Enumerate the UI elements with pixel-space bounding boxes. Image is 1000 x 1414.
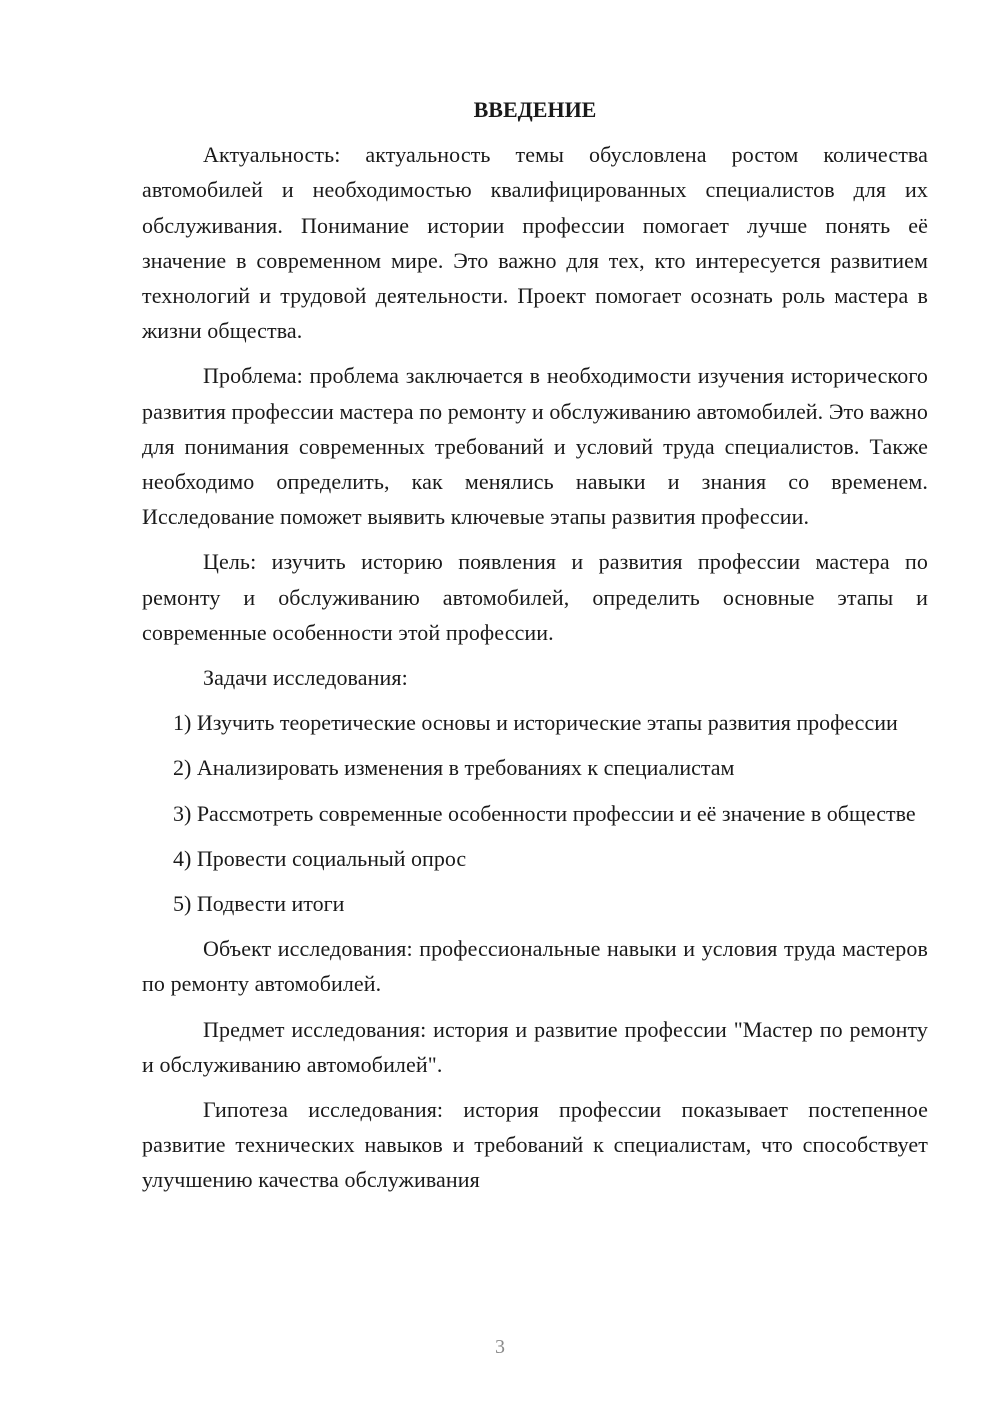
paragraph-hypothesis: Гипотеза исследования: история профессии показывает постепенное развитие технических навыков и требований к специалистам, что способствует улучшению качества обслуживания (142, 1097, 928, 1193)
task-item: 4) Провести социальный опрос (173, 845, 467, 871)
tasks-heading: Задачи исследования: (203, 665, 408, 691)
paragraph-relevance: Актуальность: актуальность темы обусловлена ростом количества автомобилей и необходимостью квалифицированных специалистов для их обслуживания. Понимание истории профессии помогает лучше понять её значение в современном мире. Это важно для тех, кто интересуется развитием технологий и трудовой деятельности. Проект помогает осознать роль мастера в жизни общества. (142, 142, 928, 344)
document-page (142, 92, 928, 1208)
section-title: ВВЕДЕНИЕ (473, 97, 597, 122)
paragraph-subject: Предмет исследования: история и развитие профессии "Мастер по ремонту и обслуживанию автомобилей". (142, 1016, 928, 1077)
task-item: 1) Изучить теоретические основы и исторические этапы развития профессии (173, 710, 898, 736)
task-item: 2) Анализировать изменения в требованиях к специалистам (173, 755, 735, 781)
page-number: 3 (495, 1336, 505, 1358)
task-item: 5) Подвести итоги (173, 891, 345, 917)
paragraph-goal: Цель: изучить историю появления и развития профессии мастера по ремонту и обслуживанию автомобилей, определить основные этапы и современные особенности этой профессии. (142, 549, 928, 645)
paragraph-problem: Проблема: проблема заключается в необходимости изучения исторического развития профессии мастера по ремонту и обслуживанию автомобилей. Это важно для понимания современных требований и условий труда специалистов. Также необходимо определить, как менялись навыки и знания со временем. Исследование поможет выявить ключевые этапы развития профессии. (142, 363, 928, 530)
paragraph-object: Объект исследования: профессиональные навыки и условия труда мастеров по ремонту автомобилей. (142, 936, 928, 997)
task-item: 3) Рассмотреть современные особенности профессии и её значение в обществе (173, 800, 916, 826)
